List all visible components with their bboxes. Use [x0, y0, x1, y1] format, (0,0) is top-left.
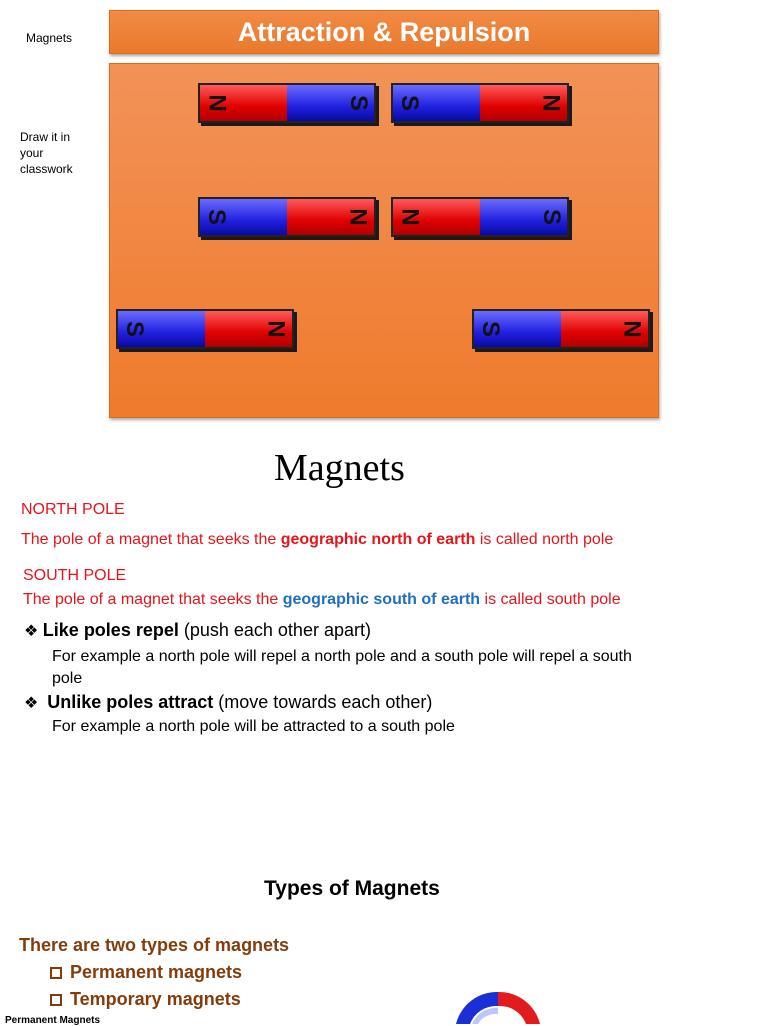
magnet-south-pole: S: [474, 311, 561, 347]
north-pole-definition: The pole of a magnet that seeks the geographic north of earth is called north pole: [21, 531, 614, 548]
checkbox-icon: [50, 967, 62, 979]
north-pole-heading: NORTH POLE: [21, 501, 125, 518]
magnet-south-pole: S: [200, 199, 287, 235]
magnet-south-pole: S: [480, 199, 567, 235]
draw-instruction-label: Draw it in your classwork: [20, 130, 73, 176]
south-pole-definition: The pole of a magnet that seeks the geographic south of earth is called south pole: [23, 591, 621, 608]
magnets-side-label: Magnets: [26, 31, 73, 45]
magnet-north-pole: N: [287, 199, 374, 235]
type-item-permanent: Permanent magnets: [50, 962, 242, 983]
magnet-north-pole: N: [393, 199, 480, 235]
permanent-magnets-label: Permanent Magnets: [5, 1015, 101, 1026]
magnet-north-pole: N: [200, 85, 287, 121]
slide-title: Attraction & Repulsion: [109, 10, 659, 54]
diamond-bullet-icon: ❖: [24, 623, 43, 640]
checkbox-icon: [50, 994, 62, 1006]
bar-magnet: [198, 83, 376, 123]
south-pole-heading: SOUTH POLE: [23, 567, 127, 584]
bar-magnet: [391, 197, 569, 237]
types-intro: There are two types of magnets: [19, 935, 290, 955]
bar-magnet: [391, 83, 569, 123]
like-poles-bullet: ❖ Like poles repel (push each other apart): [24, 620, 371, 640]
horseshoe-magnet-icon: [452, 990, 544, 1024]
magnet-south-pole: S: [393, 85, 480, 121]
type-item-temporary: Temporary magnets: [50, 989, 241, 1010]
like-poles-example: For example a north pole will repel a north pole and a south pole will repel a south pole: [52, 648, 632, 687]
types-heading: Types of Magnets: [264, 877, 440, 900]
bar-magnet: [198, 197, 376, 237]
magnet-north-pole: N: [480, 85, 567, 121]
magnet-south-pole: S: [287, 85, 374, 121]
magnet-diagram-panel: [109, 63, 659, 418]
bar-magnet: [116, 309, 294, 349]
magnet-north-pole: N: [561, 311, 648, 347]
magnets-heading: Magnets: [274, 447, 405, 489]
bar-magnet: [472, 309, 650, 349]
unlike-poles-example: For example a north pole will be attracted to a south pole: [52, 718, 455, 735]
diamond-bullet-icon: ❖: [24, 695, 48, 712]
unlike-poles-bullet: ❖ Unlike poles attract (move towards each other): [24, 692, 433, 712]
magnet-north-pole: N: [205, 311, 292, 347]
magnet-south-pole: S: [118, 311, 205, 347]
